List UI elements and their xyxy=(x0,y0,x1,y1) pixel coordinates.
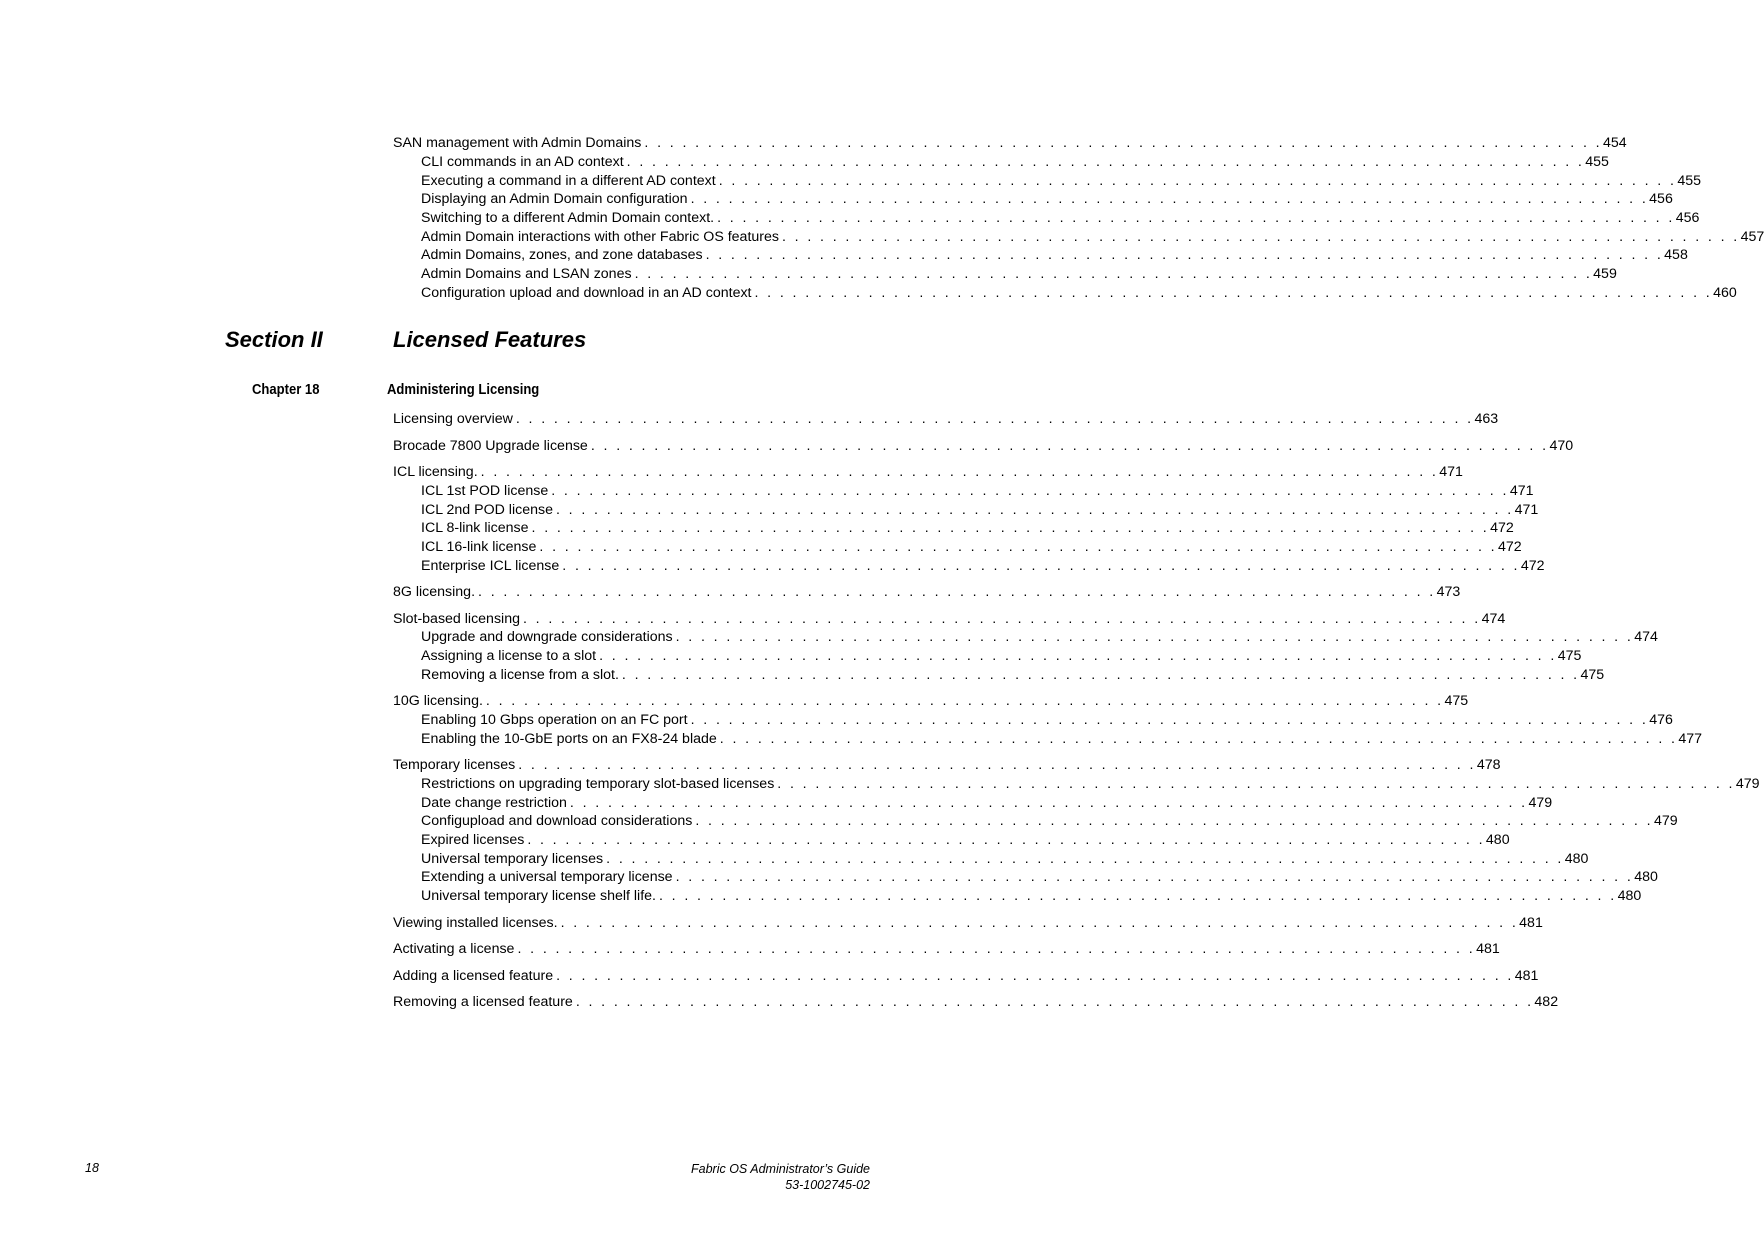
toc-entry[interactable] xyxy=(421,153,1609,172)
toc-entry-page: 456 xyxy=(1675,210,1700,226)
toc-dot-leader: . . . . . . . . . . . . . . . . . . . . . . . . . . . . . . . . . . . . . . . . . . . . . . . . . . . . . . . . . . . . . . . . . . . . . . . . . . . . xyxy=(658,888,1617,904)
toc-entry[interactable] xyxy=(421,628,1658,647)
toc-entry-title: ICL 2nd POD license xyxy=(421,502,553,518)
toc-entry[interactable] xyxy=(421,172,1701,191)
toc-entry[interactable] xyxy=(421,666,1605,685)
toc-entry-title: Adding a licensed feature xyxy=(393,968,554,984)
toc-entry[interactable] xyxy=(393,967,1539,986)
toc-entry[interactable] xyxy=(421,647,1582,666)
toc-dot-leader: . . . . . . . . . . . . . . . . . . . . . . . . . . . . . . . . . . . . . . . . . . . . . . . . . . . . . . . . . . . . . . . . . . . . . . . . . . . . xyxy=(644,135,1603,151)
toc-entry-title: Enabling the 10-GbE ports on an FX8-24 blade xyxy=(421,731,717,747)
toc-dot-leader: . . . . . . . . . . . . . . . . . . . . . . . . . . . . . . . . . . . . . . . . . . . . . . . . . . . . . . . . . . . . . . . . . . . . . . . . . . . . xyxy=(695,813,1653,829)
toc-entry[interactable] xyxy=(421,812,1678,831)
footer-doc-number: 53-1002745-02 xyxy=(785,1178,870,1192)
toc-entry-title: Executing a command in a different AD context xyxy=(421,173,716,189)
toc-entry[interactable] xyxy=(421,557,1545,576)
toc-dot-leader: . . . . . . . . . . . . . . . . . . . . . . . . . . . . . . . . . . . . . . . . . . . . . . . . . . . . . . . . . . . . . . . . . . . . . . . . . . . . xyxy=(531,520,1490,536)
toc-entry[interactable] xyxy=(421,519,1514,538)
toc-entry-page: 454 xyxy=(1603,135,1627,151)
toc-entry-title: Licensing overview xyxy=(393,411,513,427)
toc-entry-page: 472 xyxy=(1498,539,1522,555)
toc-entry-title: Expired licenses xyxy=(421,832,525,848)
toc-entry-title: 10G licensing. xyxy=(393,693,483,709)
toc-dot-leader: . . . . . . . . . . . . . . . . . . . . . . . . . . . . . . . . . . . . . . . . . . . . . . . . . . . . . . . . . . . . . . . . . . . . . . . . . . . . xyxy=(551,483,1509,499)
toc-dot-leader: . . . . . . . . . . . . . . . . . . . . . . . . . . . . . . . . . . . . . . . . . . . . . . . . . . . . . . . . . . . . . . . . . . . . . . . . . . . . xyxy=(518,757,1476,773)
toc-entry[interactable] xyxy=(393,692,1469,711)
toc-dot-leader: . . . . . . . . . . . . . . . . . . . . . . . . . . . . . . . . . . . . . . . . . . . . . . . . . . . . . . . . . . . . . . . . . . . . . . . . . . . . xyxy=(569,795,1528,811)
toc-entry-page: 479 xyxy=(1735,776,1760,792)
toc-entry-title: Upgrade and downgrade considerations xyxy=(421,629,673,645)
chapter-title: Administering Licensing xyxy=(387,382,540,398)
toc-entry-page: 474 xyxy=(1481,611,1506,627)
toc-dot-leader: . . . . . . . . . . . . . . . . . . . . . . . . . . . . . . . . . . . . . . . . . . . . . . . . . . . . . . . . . . . . . . . . . . . . . . . . . . . . xyxy=(690,712,1649,728)
toc-entry-page: 457 xyxy=(1740,229,1764,245)
toc-entry-page: 475 xyxy=(1580,667,1605,683)
toc-dot-leader: . . . . . . . . . . . . . . . . . . . . . . . . . . . . . . . . . . . . . . . . . . . . . . . . . . . . . . . . . . . . . . . . . . . . . . . . . . . . xyxy=(522,611,1481,627)
toc-entry-page: 479 xyxy=(1653,813,1678,829)
toc-dot-leader: . . . . . . . . . . . . . . . . . . . . . . . . . . . . . . . . . . . . . . . . . . . . . . . . . . . . . . . . . . . . . . . . . . . . . . . . . . . . xyxy=(539,539,1498,555)
toc-entry-page: 471 xyxy=(1509,483,1534,499)
toc-entry[interactable] xyxy=(421,501,1539,520)
toc-entry-page: 481 xyxy=(1514,968,1539,984)
toc-entry[interactable] xyxy=(393,134,1627,153)
toc-entry-title: ICL 16-link license xyxy=(421,539,537,555)
toc-dot-leader: . . . . . . . . . . . . . . . . . . . . . . . . . . . . . . . . . . . . . . . . . . . . . . . . . . . . . . . . . . . . . . . . . . . . . . . . . . . . xyxy=(575,994,1534,1010)
toc-entry-page: 459 xyxy=(1593,266,1617,282)
toc-entry-title: Displaying an Admin Domain configuration xyxy=(421,191,688,207)
toc-entry[interactable] xyxy=(393,756,1501,775)
footer-guide-title: Fabric OS Administrator’s Guide xyxy=(691,1162,870,1176)
toc-entry-page: 480 xyxy=(1564,851,1589,867)
toc-entry[interactable] xyxy=(421,190,1673,209)
footer-document-info xyxy=(691,1161,870,1193)
toc-entry[interactable] xyxy=(393,437,1574,456)
toc-entry-title: Date change restriction xyxy=(421,795,567,811)
toc-entry[interactable] xyxy=(421,209,1700,228)
toc-entry-title: 8G licensing. xyxy=(393,584,476,600)
toc-entry-page: 475 xyxy=(1444,693,1469,709)
toc-entry[interactable] xyxy=(393,410,1499,429)
toc-dot-leader: . . . . . . . . . . . . . . . . . . . . . . . . . . . . . . . . . . . . . . . . . . . . . . . . . . . . . . . . . . . . . . . . . . . . . . . . . . . . xyxy=(782,229,1740,245)
toc-entry-page: 456 xyxy=(1649,191,1673,207)
toc-entry-title: Admin Domains, zones, and zone databases xyxy=(421,247,703,263)
section-label: Section II xyxy=(225,327,323,352)
toc-entry-page: 473 xyxy=(1436,584,1461,600)
toc-dot-leader: . . . . . . . . . . . . . . . . . . . . . . . . . . . . . . . . . . . . . . . . . . . . . . . . . . . . . . . . . . . . . . . . . . . . . . . . . . . . xyxy=(675,629,1634,645)
toc-entry-title: SAN management with Admin Domains xyxy=(393,135,642,151)
toc-entry-page: 480 xyxy=(1485,832,1510,848)
toc-entry[interactable] xyxy=(421,831,1510,850)
toc-dot-leader: . . . . . . . . . . . . . . . . . . . . . . . . . . . . . . . . . . . . . . . . . . . . . . . . . . . . . . . . . . . . . . . . . . . . . . . . . . . . xyxy=(777,776,1735,792)
toc-dot-leader: . . . . . . . . . . . . . . . . . . . . . . . . . . . . . . . . . . . . . . . . . . . . . . . . . . . . . . . . . . . . . . . . . . . . . . . . . . . . xyxy=(478,584,1436,600)
toc-entry-page: 476 xyxy=(1649,712,1673,728)
toc-entry[interactable] xyxy=(393,993,1559,1012)
toc-entry-title: CLI commands in an AD context xyxy=(421,154,624,170)
toc-entry-title: Brocade 7800 Upgrade license xyxy=(393,438,588,454)
toc-dot-leader: . . . . . . . . . . . . . . . . . . . . . . . . . . . . . . . . . . . . . . . . . . . . . . . . . . . . . . . . . . . . . . . . . . . . . . . . . . . . xyxy=(560,915,1519,931)
toc-entry-title: Admin Domain interactions with other Fabric OS features xyxy=(421,229,779,245)
toc-entry-page: 470 xyxy=(1549,438,1574,454)
toc-dot-leader: . . . . . . . . . . . . . . . . . . . . . . . . . . . . . . . . . . . . . . . . . . . . . . . . . . . . . . . . . . . . . . . . . . . . . . . . . . . . xyxy=(754,285,1713,301)
toc-dot-leader: . . . . . . . . . . . . . . . . . . . . . . . . . . . . . . . . . . . . . . . . . . . . . . . . . . . . . . . . . . . . . . . . . . . . . . . . . . . . xyxy=(718,173,1677,189)
toc-entry[interactable] xyxy=(393,940,1500,959)
toc-entry[interactable] xyxy=(421,711,1673,730)
toc-entry[interactable] xyxy=(421,868,1658,887)
toc-entry-title: Restrictions on upgrading temporary slot-based licenses xyxy=(421,776,775,792)
toc-entry-title: Enterprise ICL license xyxy=(421,558,560,574)
toc-dot-leader: . . . . . . . . . . . . . . . . . . . . . . . . . . . . . . . . . . . . . . . . . . . . . . . . . . . . . . . . . . . . . . . . . . . . . . . . . . . . xyxy=(485,693,1444,709)
toc-entry-page: 478 xyxy=(1476,757,1501,773)
toc-entry-page: 455 xyxy=(1585,154,1609,170)
toc-entry-page: 481 xyxy=(1476,941,1500,957)
toc-entry-title: Slot-based licensing xyxy=(393,611,520,627)
toc-entry[interactable] xyxy=(421,482,1534,501)
toc-entry[interactable] xyxy=(421,228,1764,247)
toc-entry[interactable] xyxy=(421,246,1688,265)
toc-entry-page: 463 xyxy=(1474,411,1499,427)
toc-entry-title: Switching to a different Admin Domain context. xyxy=(421,210,715,226)
toc-entry-title: ICL 1st POD license xyxy=(421,483,549,499)
toc-entry-title: Universal temporary license shelf life. xyxy=(421,888,656,904)
toc-dot-leader: . . . . . . . . . . . . . . . . . . . . . . . . . . . . . . . . . . . . . . . . . . . . . . . . . . . . . . . . . . . . . . . . . . . . . . . . . . . . xyxy=(515,411,1474,427)
toc-entry[interactable] xyxy=(421,775,1760,794)
toc-entry-page: 472 xyxy=(1520,558,1545,574)
footer-page-number: 18 xyxy=(85,1161,99,1175)
toc-entry-page: 455 xyxy=(1677,173,1701,189)
toc-dot-leader: . . . . . . . . . . . . . . . . . . . . . . . . . . . . . . . . . . . . . . . . . . . . . . . . . . . . . . . . . . . . . . . . . . . . . . . . . . . . xyxy=(621,667,1580,683)
toc-entry-page: 481 xyxy=(1519,915,1543,931)
toc-dot-leader: . . . . . . . . . . . . . . . . . . . . . . . . . . . . . . . . . . . . . . . . . . . . . . . . . . . . . . . . . . . . . . . . . . . . . . . . . . . . xyxy=(555,502,1514,518)
toc-entry[interactable] xyxy=(421,794,1553,813)
toc-entry[interactable] xyxy=(421,887,1642,906)
toc-dot-leader: . . . . . . . . . . . . . . . . . . . . . . . . . . . . . . . . . . . . . . . . . . . . . . . . . . . . . . . . . . . . . . . . . . . . . . . . . . . . xyxy=(634,266,1593,282)
toc-entry-title: ICL licensing. xyxy=(393,464,478,480)
toc-dot-leader: . . . . . . . . . . . . . . . . . . . . . . . . . . . . . . . . . . . . . . . . . . . . . . . . . . . . . . . . . . . . . . . . . . . . . . . . . . . . xyxy=(705,247,1664,263)
toc-dot-leader: . . . . . . . . . . . . . . . . . . . . . . . . . . . . . . . . . . . . . . . . . . . . . . . . . . . . . . . . . . . . . . . . . . . . . . . . . . . . xyxy=(590,438,1549,454)
toc-entry[interactable] xyxy=(421,538,1522,557)
toc-dot-leader: . . . . . . . . . . . . . . . . . . . . . . . . . . . . . . . . . . . . . . . . . . . . . . . . . . . . . . . . . . . . . . . . . . . . . . . . . . . . xyxy=(556,968,1514,984)
toc-entry-title: Viewing installed licenses. xyxy=(393,915,558,931)
toc-entry-title: Enabling 10 Gbps operation on an FC port xyxy=(421,712,688,728)
toc-entry-title: Admin Domains and LSAN zones xyxy=(421,266,632,282)
toc-entry-page: 480 xyxy=(1634,869,1658,885)
toc-entry-page: 460 xyxy=(1713,285,1737,301)
toc-entry[interactable] xyxy=(421,265,1617,284)
toc-dot-leader: . . . . . . . . . . . . . . . . . . . . . . . . . . . . . . . . . . . . . . . . . . . . . . . . . . . . . . . . . . . . . . . . . . . . . . . . . . . . xyxy=(562,558,1520,574)
toc-dot-leader: . . . . . . . . . . . . . . . . . . . . . . . . . . . . . . . . . . . . . . . . . . . . . . . . . . . . . . . . . . . . . . . . . . . . . . . . . . . . xyxy=(527,832,1485,848)
toc-dot-leader: . . . . . . . . . . . . . . . . . . . . . . . . . . . . . . . . . . . . . . . . . . . . . . . . . . . . . . . . . . . . . . . . . . . . . . . . . . . . xyxy=(626,154,1585,170)
toc-dot-leader: . . . . . . . . . . . . . . . . . . . . . . . . . . . . . . . . . . . . . . . . . . . . . . . . . . . . . . . . . . . . . . . . . . . . . . . . . . . . xyxy=(517,941,1476,957)
toc-entry[interactable] xyxy=(393,583,1461,602)
toc-entry-title: Configuration upload and download in an AD context xyxy=(421,285,752,301)
toc-entry[interactable] xyxy=(421,850,1589,869)
toc-entry-title: Removing a license from a slot. xyxy=(421,667,619,683)
toc-entry-title: Extending a universal temporary license xyxy=(421,869,673,885)
toc-dot-leader: . . . . . . . . . . . . . . . . . . . . . . . . . . . . . . . . . . . . . . . . . . . . . . . . . . . . . . . . . . . . . . . . . . . . . . . . . . . . xyxy=(599,648,1557,664)
toc-entry-title: Temporary licenses xyxy=(393,757,516,773)
toc-entry-page: 474 xyxy=(1634,629,1658,645)
toc-entry-title: Universal temporary licenses xyxy=(421,851,604,867)
toc-entry-page: 471 xyxy=(1514,502,1539,518)
toc-entry-title: Configupload and download considerations xyxy=(421,813,693,829)
toc-entry-page: 472 xyxy=(1490,520,1514,536)
toc-entry-page: 458 xyxy=(1664,247,1688,263)
toc-entry-page: 477 xyxy=(1678,731,1703,747)
toc-dot-leader: . . . . . . . . . . . . . . . . . . . . . . . . . . . . . . . . . . . . . . . . . . . . . . . . . . . . . . . . . . . . . . . . . . . . . . . . . . . . xyxy=(675,869,1634,885)
toc-entry-page: 482 xyxy=(1534,994,1559,1010)
toc-entry-page: 471 xyxy=(1439,464,1463,480)
toc-entry[interactable] xyxy=(421,284,1737,303)
toc-entry-page: 475 xyxy=(1557,648,1582,664)
toc-dot-leader: . . . . . . . . . . . . . . . . . . . . . . . . . . . . . . . . . . . . . . . . . . . . . . . . . . . . . . . . . . . . . . . . . . . . . . . . . . . . xyxy=(690,191,1649,207)
toc-entry[interactable] xyxy=(421,730,1703,749)
toc-entry-page: 479 xyxy=(1528,795,1553,811)
toc-dot-leader: . . . . . . . . . . . . . . . . . . . . . . . . . . . . . . . . . . . . . . . . . . . . . . . . . . . . . . . . . . . . . . . . . . . . . . . . . . . . xyxy=(717,210,1675,226)
toc-entry-title: Activating a license xyxy=(393,941,515,957)
toc-entry-page: 480 xyxy=(1617,888,1642,904)
toc-entry-title: Removing a licensed feature xyxy=(393,994,573,1010)
toc-entry-title: Assigning a license to a slot xyxy=(421,648,597,664)
toc-dot-leader: . . . . . . . . . . . . . . . . . . . . . . . . . . . . . . . . . . . . . . . . . . . . . . . . . . . . . . . . . . . . . . . . . . . . . . . . . . . . xyxy=(719,731,1678,747)
chapter-label: Chapter 18 xyxy=(252,382,320,398)
toc-entry[interactable] xyxy=(393,610,1506,629)
toc-entry[interactable] xyxy=(393,914,1543,933)
toc-entry-title: ICL 8-link license xyxy=(421,520,529,536)
toc-dot-leader: . . . . . . . . . . . . . . . . . . . . . . . . . . . . . . . . . . . . . . . . . . . . . . . . . . . . . . . . . . . . . . . . . . . . . . . . . . . . xyxy=(480,464,1439,480)
toc-dot-leader: . . . . . . . . . . . . . . . . . . . . . . . . . . . . . . . . . . . . . . . . . . . . . . . . . . . . . . . . . . . . . . . . . . . . . . . . . . . . xyxy=(606,851,1564,867)
toc-entry[interactable] xyxy=(393,463,1463,482)
section-title: Licensed Features xyxy=(393,327,587,352)
